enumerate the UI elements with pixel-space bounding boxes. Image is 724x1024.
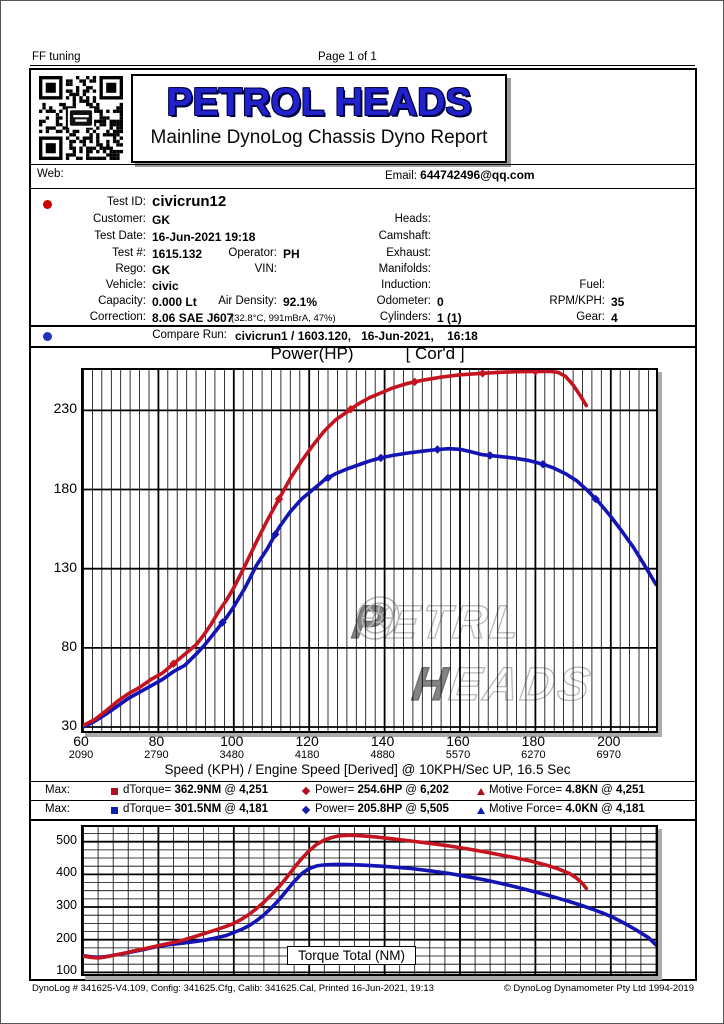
y-tick-label: 300 — [56, 898, 77, 913]
triangle-marker-icon — [477, 807, 485, 814]
power-chart-title-text: Power(HP) — [270, 344, 354, 363]
x-tick-label-kph: 120 — [295, 733, 319, 749]
detail-label: VIN: — [254, 263, 277, 275]
x-tick-label-kph: 160 — [446, 733, 470, 749]
divider — [31, 325, 695, 327]
square-marker-icon — [111, 807, 118, 814]
detail-value: 4 — [611, 311, 618, 325]
legend-item: Power= 205.8HP @ 5,505 — [315, 803, 449, 815]
detail-label: Air Density: — [218, 295, 277, 307]
detail-value: GK — [152, 213, 170, 227]
detail-label: Customer: — [92, 213, 146, 225]
detail-row — [31, 247, 695, 264]
detail-label: Induction: — [381, 279, 431, 291]
detail-label: Test #: — [112, 247, 146, 259]
contact-row — [31, 168, 695, 184]
x-tick-label-kph: 140 — [370, 733, 395, 749]
torque-chart-label: Torque Total (NM) — [287, 946, 416, 965]
detail-label: Heads: — [394, 213, 431, 225]
top-rule — [30, 65, 695, 66]
divider — [31, 188, 695, 189]
y-tick-label: 500 — [56, 832, 77, 847]
x-tick-label-rpm: 6970 — [596, 749, 621, 761]
detail-label: Odometer: — [376, 295, 431, 307]
detail-label: RPM/KPH: — [549, 295, 605, 307]
detail-value: 35 — [611, 295, 625, 309]
detail-row — [31, 295, 695, 312]
detail-row — [31, 213, 695, 230]
detail-row — [31, 279, 695, 296]
detail-row — [31, 230, 695, 247]
detail-value: 8.06 SAE J607 — [152, 311, 234, 325]
detail-label: Manifolds: — [378, 263, 431, 275]
footer-copyright: © DynoLog Dynamometer Pty Ltd 1994-2019 — [503, 983, 694, 994]
detail-label: Vehicle: — [105, 279, 146, 291]
legend-item: Power= 254.6HP @ 6,202 — [315, 784, 449, 796]
divider — [31, 164, 695, 165]
detail-label: Test Date: — [94, 230, 146, 242]
legend-item: Motive Force= 4.8KN @ 4,251 — [489, 784, 645, 796]
legend-max-label: Max: — [45, 803, 70, 815]
power-chart-title — [81, 344, 654, 364]
x-tick-label-rpm: 5570 — [445, 749, 471, 761]
y-tick-label: 30 — [61, 717, 77, 734]
print-header — [0, 51, 724, 66]
x-tick-label-rpm: 4180 — [294, 749, 320, 761]
detail-value: 0 — [437, 295, 444, 309]
legend-item: dTorque= 362.9NM @ 4,251 — [123, 784, 268, 796]
compare-run-label: Compare Run: — [152, 329, 227, 341]
detail-label: Gear: — [576, 311, 605, 323]
x-tick-label-rpm: 2790 — [144, 749, 169, 761]
print-header-left: FF tuning — [32, 51, 81, 63]
y-tick-label: 130 — [53, 558, 77, 575]
compare-run-value: civicrun1 / 1603.120, 16-Jun-2021, 16:18 — [235, 329, 478, 343]
x-tick-label-rpm: 2090 — [68, 749, 94, 761]
detail-value: civic — [152, 279, 179, 293]
y-tick-label: 230 — [53, 400, 77, 417]
x-tick-label-kph: 200 — [597, 733, 621, 749]
email-label: Email: — [385, 170, 421, 182]
detail-value: GK — [152, 263, 170, 277]
legend-row-run2 — [31, 803, 695, 819]
detail-label: Fuel: — [579, 279, 605, 291]
detail-value: 1615.132 — [152, 247, 203, 261]
test-id-value: civicrun12 — [152, 193, 227, 210]
print-header-page-number: Page 1 of 1 — [318, 51, 377, 63]
detail-value: 16-Jun-2021 19:18 — [152, 230, 256, 244]
x-tick-label-rpm: 3480 — [219, 749, 245, 761]
qr-code — [39, 76, 123, 160]
detail-label: Cylinders: — [379, 311, 431, 323]
company-name: PETROL HEADS — [166, 81, 472, 124]
y-tick-label: 80 — [61, 637, 77, 654]
detail-row — [31, 263, 695, 280]
legend-item: dTorque= 301.5NM @ 4,181 — [123, 803, 268, 815]
power-chart-corrected-tag: [ Cor'd ] — [405, 344, 465, 363]
watermark-letter: P — [349, 595, 392, 648]
diamond-marker-icon — [302, 806, 310, 814]
detail-label: Camshaft: — [378, 230, 431, 242]
watermark-letters: EADS — [446, 657, 597, 710]
detail-row-test-id — [31, 193, 695, 213]
divider — [31, 781, 695, 782]
triangle-marker-icon — [477, 788, 485, 795]
watermark-letters: ETR — [383, 595, 495, 648]
y-tick-label: 400 — [56, 865, 77, 880]
legend-row-run1 — [31, 784, 695, 800]
detail-label: Capacity: — [98, 295, 146, 307]
power-chart-canvas — [83, 370, 656, 731]
y-tick-label: 180 — [53, 479, 77, 496]
detail-label: Operator: — [228, 247, 277, 259]
company-logo — [131, 74, 507, 163]
report-title: Mainline DynoLog Chassis Dyno Report — [150, 127, 488, 148]
x-tick-label-rpm: 6270 — [521, 749, 546, 761]
square-marker-icon — [111, 788, 118, 795]
email — [385, 168, 535, 182]
detail-value: 92.1% — [283, 295, 318, 309]
detail-label: Exhaust: — [386, 247, 431, 259]
detail-value: PH — [283, 247, 300, 261]
y-tick-label: 100 — [56, 963, 77, 978]
x-tick-label-kph: 80 — [148, 733, 165, 749]
x-tick-label-kph: 180 — [521, 733, 546, 749]
email-value: 644742496@qq.com — [420, 168, 535, 182]
legend-max-label: Max: — [45, 784, 70, 796]
detail-value: 0.000 Lt — [152, 295, 197, 309]
x-tick-label-kph: 100 — [220, 733, 244, 749]
x-tick-label-rpm: 4880 — [370, 749, 395, 761]
watermark-letter: H — [409, 657, 454, 710]
detail-value: 1 (1) — [437, 311, 462, 325]
legend-item: Motive Force= 4.0KN @ 4,181 — [489, 803, 645, 815]
x-tick-label-kph: 60 — [73, 733, 89, 749]
x-axis-title: Speed (KPH) / Engine Speed [Derived] @ 10KPH/Sec UP, 16.5 Sec — [164, 762, 571, 777]
divider — [31, 800, 695, 801]
footer-config-info: DynoLog # 341625-V4.109, Config: 341625.Cfg, Calib: 341625.Cal, Printed 16-Jun-2021, 19:13 — [32, 983, 434, 994]
diamond-marker-icon — [302, 787, 310, 795]
detail-label: Test ID: — [107, 196, 146, 208]
detail-label: Rego: — [115, 263, 146, 275]
y-tick-label: 200 — [56, 930, 77, 945]
divider — [31, 819, 695, 821]
detail-label: Correction: — [89, 311, 146, 323]
power-chart — [81, 368, 658, 733]
watermark-letter: L — [486, 595, 526, 648]
report-body — [29, 68, 697, 981]
web-label: Web: — [37, 168, 64, 180]
correction-conditions: (32.8°C, 991mBrA, 47%) — [231, 313, 336, 324]
